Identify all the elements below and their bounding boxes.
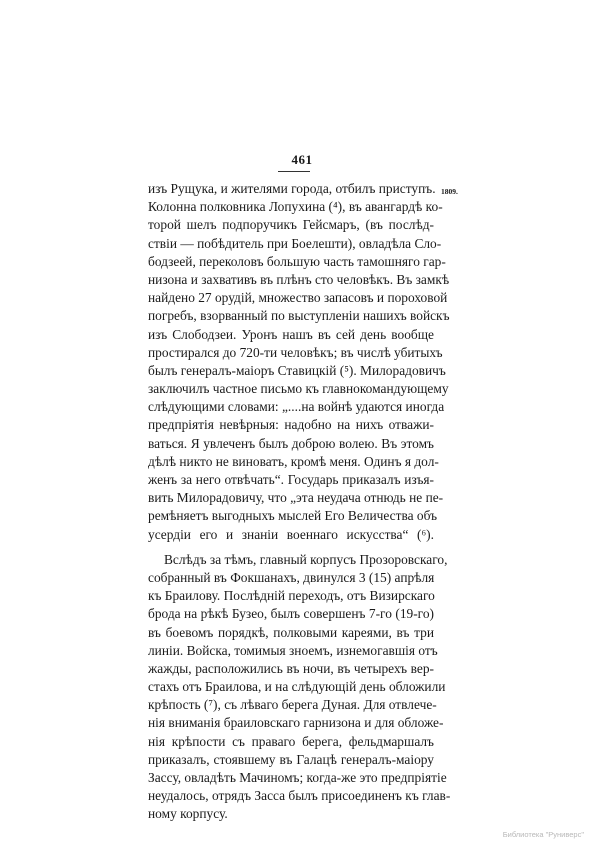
text-line: низона и захвативъ въ плѣнъ сто человѣкъ. Въ замкѣ [148, 271, 450, 287]
page-number: 461 [291, 152, 313, 167]
text-line: женъ за него отвѣчать“. Государь приказалъ изъя- [148, 472, 434, 487]
text-line: нія вниманія браиловскаго гарнизона и для обложе- [148, 715, 444, 731]
text-line: брода на рѣкѣ Бузео, былъ совершенъ 7-го (19-го) [148, 606, 434, 622]
text-line: былъ генералъ-маіоръ Ставицкій (⁵). Милорадовичъ [148, 362, 446, 378]
library-watermark: Библиотека "Руниверс" [502, 830, 584, 839]
text-line: собранный въ Фокшанахъ, двинулся 3 (15) апрѣля [148, 569, 435, 585]
paragraph [148, 551, 451, 824]
text-line: жажды, расположились въ ночи, въ четырехъ вер- [148, 660, 434, 676]
text-line: ремѣняетъ выгодныхъ мыслей Его Величества объ [148, 508, 437, 524]
text-line: ствіи — побѣдитель при Боелешти), овладѣла Сло- [148, 235, 442, 251]
text-line: погребъ, взорванный по выступленіи нашихъ войскъ [148, 308, 450, 324]
text-line: ваться. Я увлеченъ былъ доброю волею. Въ этомъ [148, 435, 434, 451]
text-line: изъ Слободзеи. Уронъ нашъ въ сей день вообще [148, 326, 434, 342]
text-line: предпріятія невѣрныя: надобно на нихъ отважи- [148, 417, 434, 433]
text-line: Колонна полковника Лопухина (⁴), въ авангардѣ ко- [148, 199, 443, 215]
margin-year-note: 1809. [441, 187, 458, 196]
text-line: изъ Рущука, и жителями города, отбилъ приступъ. [148, 181, 436, 196]
text-line: стахъ отъ Браилова, и на слѣдующій день обложили [148, 679, 446, 695]
text-line: ному корпусу. [148, 806, 228, 822]
text-line: простирался до 720-ти человѣкъ; въ числѣ убитыхъ [148, 344, 443, 360]
text-line: Зассу, овладѣть Мачиномъ; когда-же это предпріятіе [148, 770, 447, 785]
text-line: крѣпость (⁷), съ лѣваго берега Дуная. Для отвлече- [148, 697, 437, 713]
text-line: усердіи его и знаніи военнаго искусства“ (⁶). [148, 526, 434, 542]
text-line: линіи. Войска, томимыя зноемъ, изнемогавшія отъ [148, 642, 438, 658]
text-line: Вслѣдъ за тѣмъ, главный корпусъ Прозоровскаго, [164, 551, 448, 567]
text-line: приказалъ, стоявшему въ Галацѣ генералъ-маіору [148, 751, 434, 767]
text-line: нія крѣпости съ праваго берега, фельдмаршалъ [148, 733, 434, 749]
text-line: дѣлѣ никто не виноватъ, кромѣ меня. Одинъ я дол- [148, 453, 439, 469]
text-line: бодзеей, переколовъ большую часть тамошняго гар- [148, 253, 446, 269]
text-line: заключилъ частное письмо къ главнокомандующему [148, 381, 449, 397]
text-line: найдено 27 орудій, множество запасовъ и пороховой [148, 290, 448, 306]
page-number-rule [278, 171, 310, 172]
paragraph-gap [148, 544, 434, 551]
text-line: неудалось, отрядъ Засса былъ присоединенъ къ глав- [148, 788, 451, 804]
text-line: слѣдующими словами: „....на войнѣ удаются иногда [148, 399, 445, 415]
text-line: къ Браилову. Послѣдній переходъ, отъ Визирскаго [148, 588, 435, 604]
text-line: въ боевомъ порядкѣ, полковыми кареями, въ три [148, 624, 434, 640]
text-line: вить Милорадовичу, что „эта неудача отнюдь не пе- [148, 490, 444, 506]
text-line: торой шелъ подпоручикъ Гейсмаръ, (въ послѣд- [148, 217, 434, 233]
